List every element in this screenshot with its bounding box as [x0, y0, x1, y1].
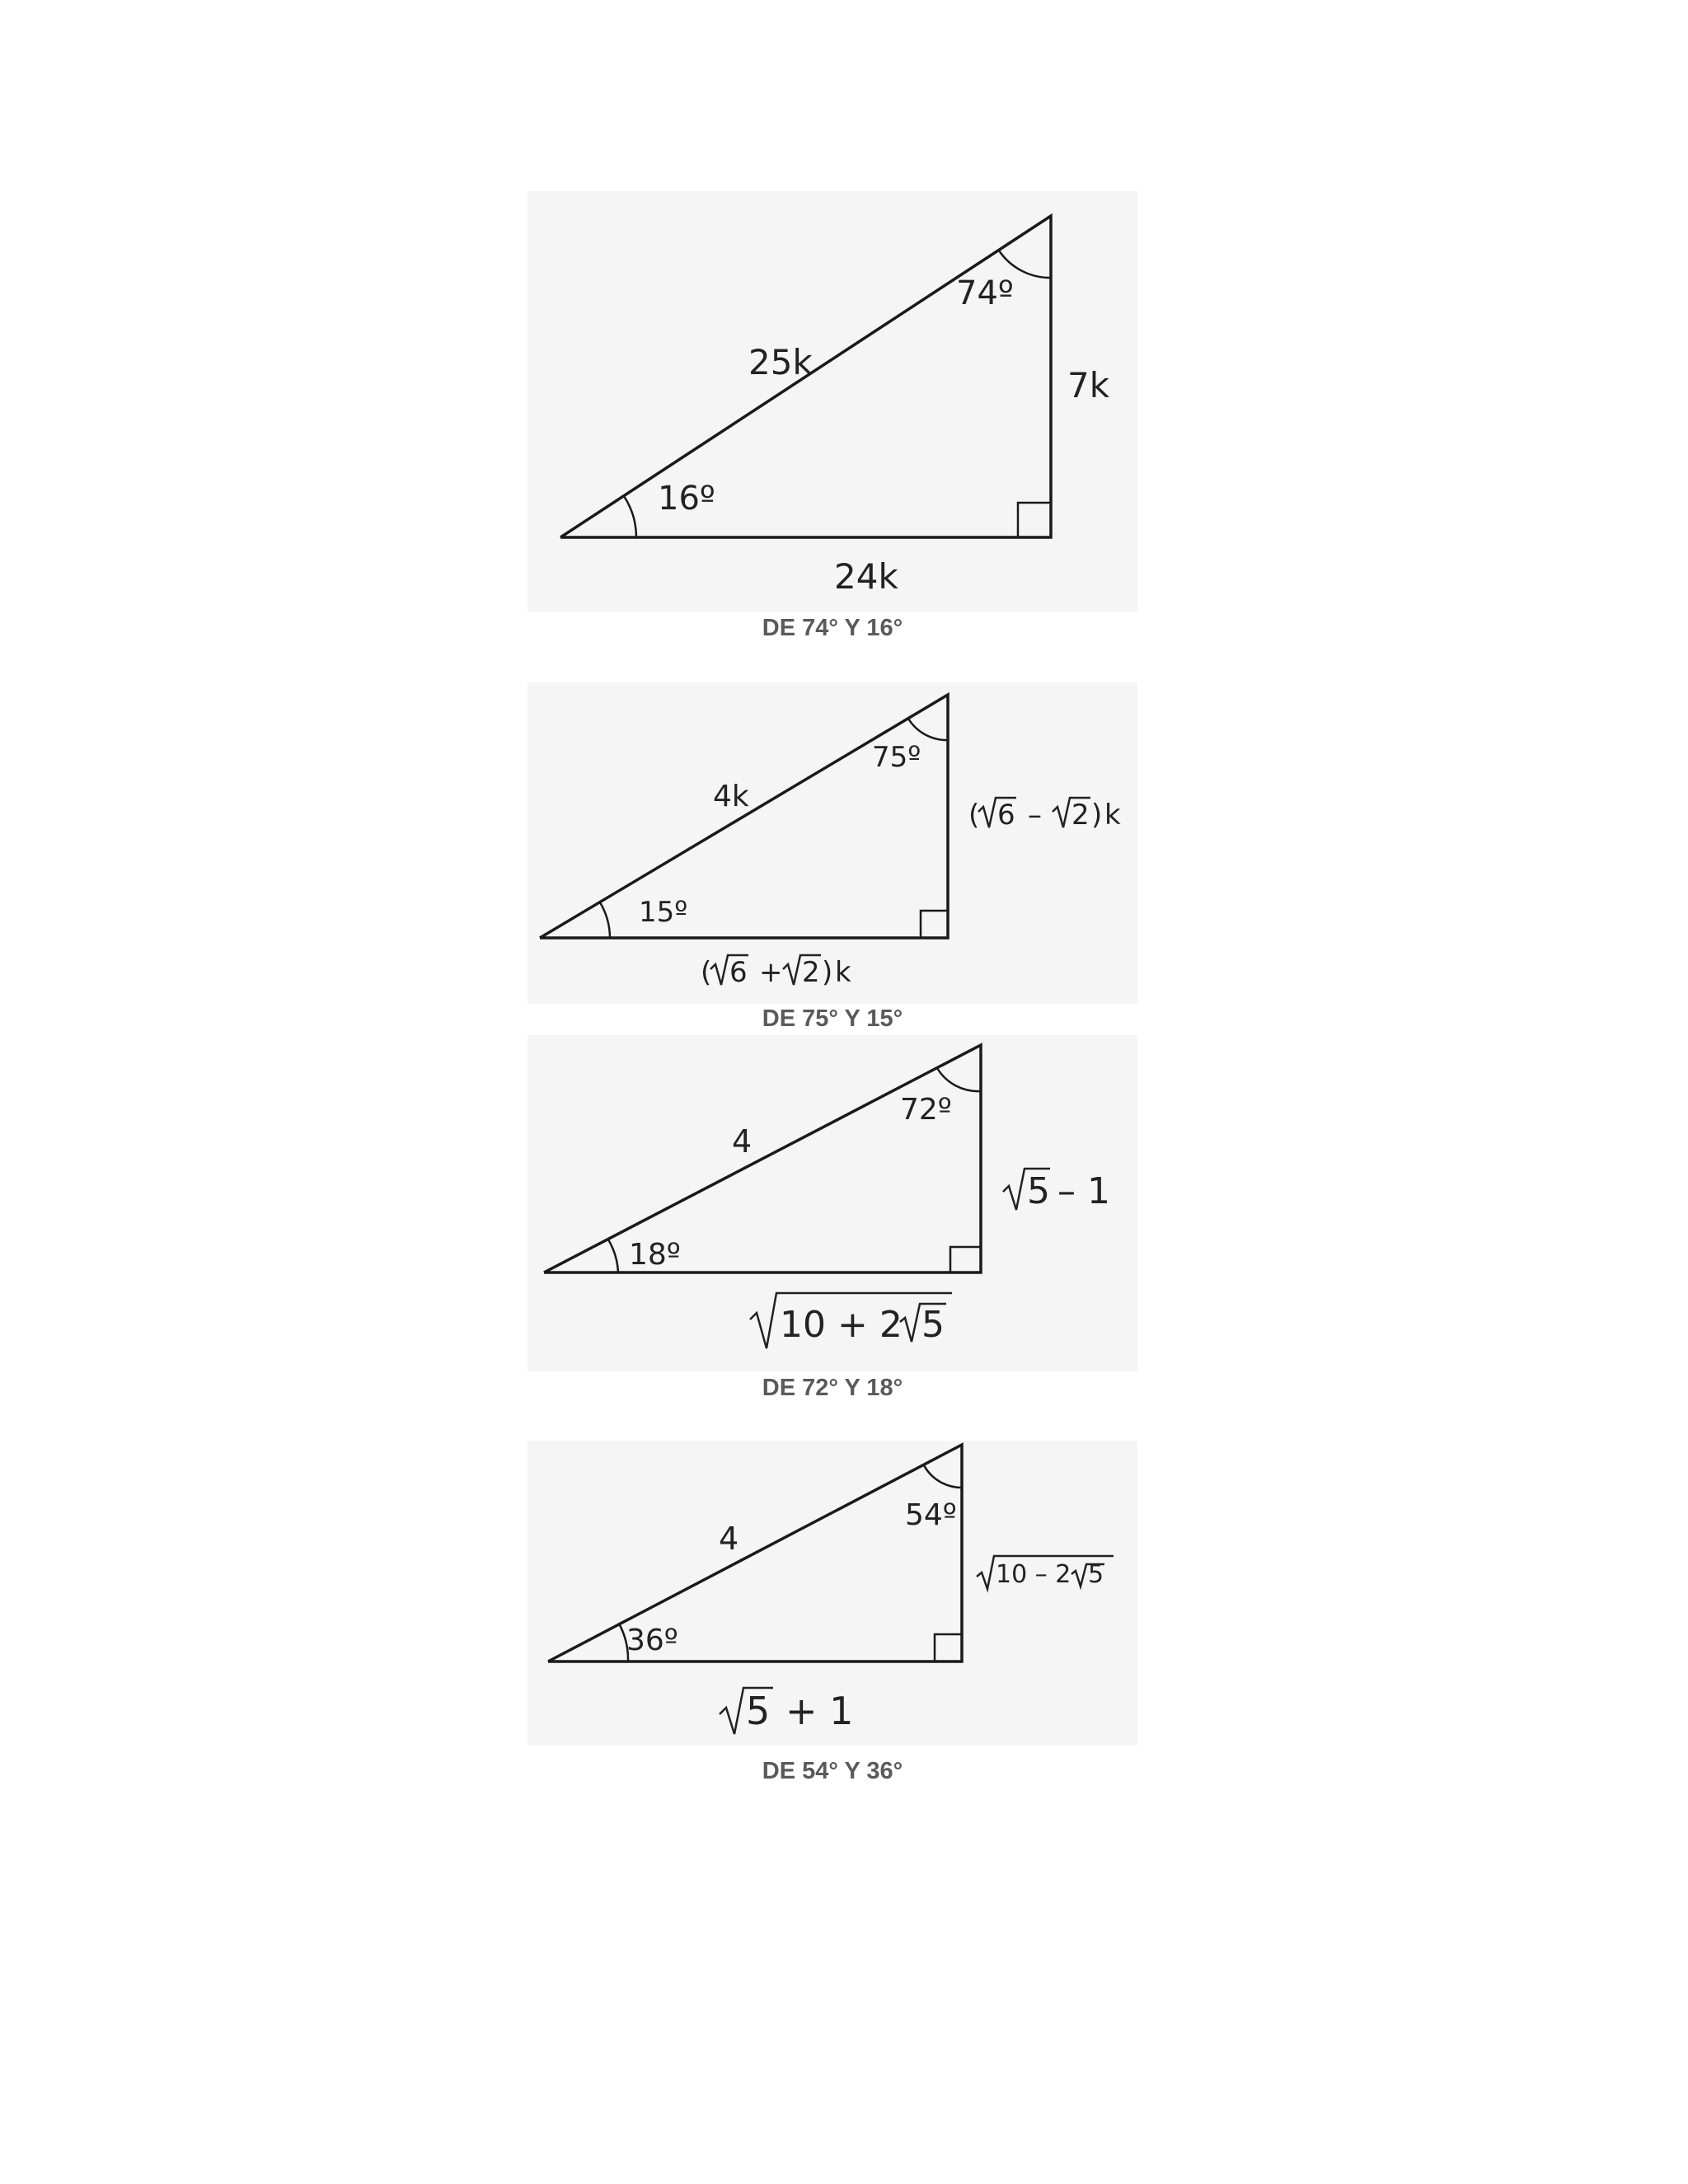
vertical-side-label: 7k [1067, 365, 1110, 405]
right-angle-marker [921, 911, 948, 938]
caption-72-18: DE 72° Y 18° [762, 1375, 903, 1401]
angle-left-label: 18º [629, 1238, 681, 1272]
radicand: 6 [997, 799, 1015, 832]
svg-text:(: ( [968, 799, 980, 832]
radicand-outer: 10 + 2 [780, 1304, 903, 1346]
caption-75-15: DE 75° Y 15° [762, 1005, 903, 1032]
radicand: 2 [802, 956, 820, 989]
bottom-side-label [720, 1688, 853, 1734]
hypotenuse-label: 4 [719, 1521, 739, 1557]
remainder: – 1 [1057, 1170, 1110, 1212]
radicand: 6 [729, 956, 748, 989]
triangle-diagram [528, 1441, 1137, 1746]
radicand: 5 [746, 1689, 771, 1733]
left-angle-arc [600, 902, 610, 938]
triangle-figure-75-15 [528, 682, 1137, 1004]
triangle-figure-74-16 [528, 191, 1137, 612]
hypotenuse-label: 4k [713, 780, 749, 813]
svg-text:): ) [1091, 799, 1103, 832]
triangle-diagram [528, 682, 1137, 1004]
triangle-figure-72-18 [528, 1035, 1137, 1371]
radicand: 2 [1071, 799, 1090, 832]
vertical-side-label [968, 798, 1121, 832]
svg-text:): ) [822, 956, 833, 989]
angle-left-label: 15º [639, 896, 688, 929]
angle-left-label: 36º [626, 1624, 678, 1657]
top-angle-arc [924, 1465, 962, 1488]
vertical-side-label [977, 1556, 1114, 1589]
right-angle-marker [1018, 503, 1051, 537]
bottom-side-label [701, 955, 851, 989]
top-angle-arc [937, 1068, 981, 1091]
svg-text:(: ( [701, 956, 712, 989]
unit-k: k [1104, 799, 1121, 832]
vertical-side-label [1003, 1169, 1110, 1212]
radicand: 5 [1027, 1170, 1050, 1212]
radicand-inner: 5 [1088, 1560, 1104, 1589]
angle-top-label: 74º [956, 274, 1014, 312]
caption-54-36: DE 54° Y 36° [762, 1758, 903, 1784]
left-angle-arc [608, 1240, 618, 1272]
radicand-inner: 5 [921, 1304, 945, 1346]
unit-k: k [835, 956, 851, 989]
hypotenuse-label: 25k [748, 342, 813, 382]
operator: – [1028, 799, 1042, 832]
top-angle-arc [908, 719, 948, 740]
angle-left-label: 16º [658, 480, 715, 518]
remainder: + 1 [785, 1689, 854, 1733]
triangle-outline [544, 1045, 981, 1272]
angle-top-label: 72º [900, 1093, 952, 1127]
triangle-outline [548, 1445, 962, 1661]
hypotenuse-label: 4 [732, 1123, 753, 1160]
bottom-side-label [750, 1293, 952, 1348]
triangle-diagram [528, 1035, 1137, 1371]
angle-top-label: 54º [905, 1498, 957, 1532]
triangle-outline [540, 695, 948, 938]
triangle-figure-54-36 [528, 1441, 1137, 1746]
bottom-side-label: 24k [834, 556, 898, 597]
radicand-outer: 10 – 2 [996, 1560, 1071, 1589]
operator: + [759, 956, 783, 989]
left-angle-arc [624, 496, 636, 537]
caption-74-16: DE 74° Y 16° [762, 615, 903, 641]
triangle-diagram [528, 191, 1137, 612]
right-angle-marker [935, 1634, 962, 1661]
right-angle-marker [950, 1247, 981, 1272]
angle-top-label: 75º [872, 741, 921, 774]
